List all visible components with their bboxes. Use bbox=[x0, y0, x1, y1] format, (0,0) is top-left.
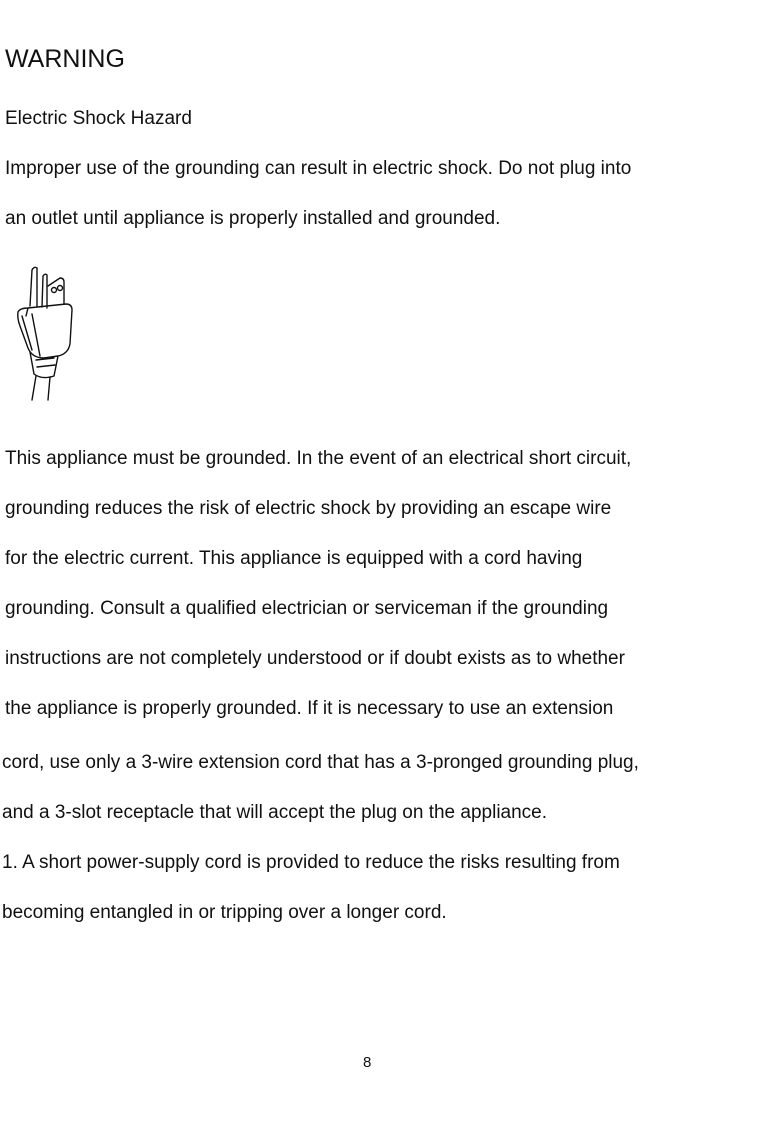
item-line-1: 1. A short power-supply cord is provided to reduce the risks resulting from bbox=[2, 852, 620, 873]
body-line-3: for the electric current. This appliance is equipped with a cord having bbox=[5, 548, 583, 569]
item-line-2: becoming entangled in or tripping over a longer cord. bbox=[2, 902, 447, 923]
intro-line-2: an outlet until appliance is properly installed and grounded. bbox=[5, 208, 501, 229]
body-line-5: instructions are not completely understood or if doubt exists as to whether bbox=[5, 648, 625, 669]
body-line-8: and a 3-slot receptacle that will accept the plug on the appliance. bbox=[2, 802, 548, 823]
grounded-plug-icon bbox=[14, 264, 82, 402]
body-line-1: This appliance must be grounded. In the event of an electrical short circuit, bbox=[5, 448, 632, 469]
body-line-7: cord, use only a 3-wire extension cord that has a 3-pronged grounding plug, bbox=[2, 752, 639, 773]
body-line-2: grounding reduces the risk of electric shock by providing an escape wire bbox=[5, 498, 612, 519]
intro-line-1: Improper use of the grounding can result in electric shock. Do not plug into bbox=[5, 158, 632, 179]
body-line-4: grounding. Consult a qualified electrician or serviceman if the grounding bbox=[5, 598, 609, 619]
warning-title: WARNING bbox=[5, 45, 125, 73]
hazard-subtitle: Electric Shock Hazard bbox=[5, 108, 192, 129]
body-line-6: the appliance is properly grounded. If it is necessary to use an extension bbox=[5, 698, 614, 719]
page-number: 8 bbox=[363, 1054, 372, 1071]
